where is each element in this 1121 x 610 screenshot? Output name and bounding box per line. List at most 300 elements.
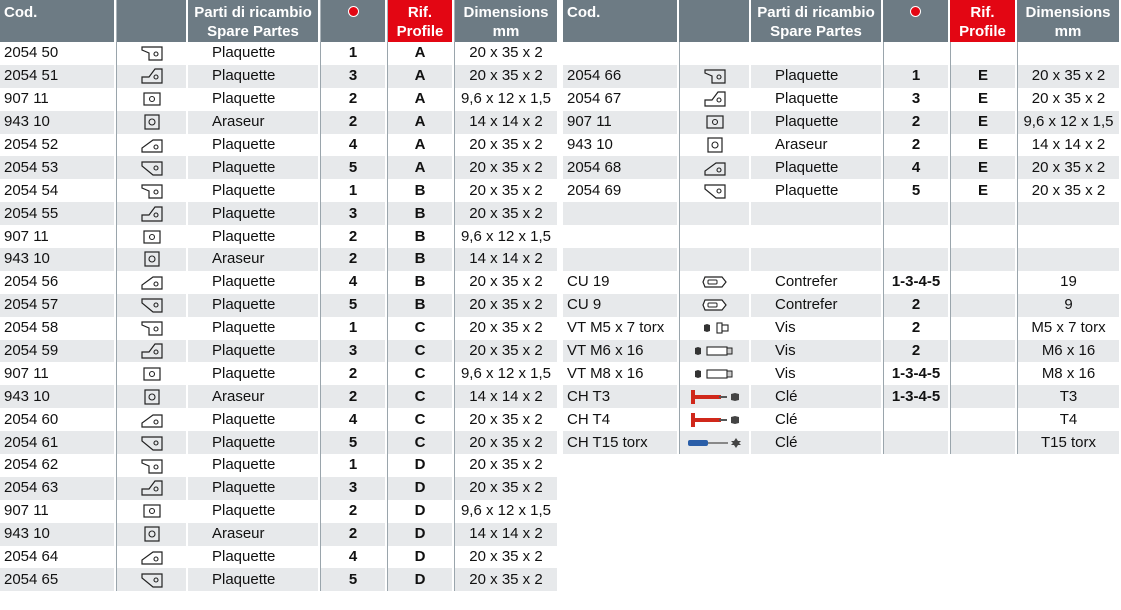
table-row — [0, 65, 559, 88]
part-quantity: 2 — [883, 134, 950, 157]
part-icon — [116, 477, 188, 500]
table-row — [0, 134, 559, 157]
part-dimensions — [1017, 248, 1121, 271]
part-code: 943 10 — [0, 385, 116, 408]
part-code: 2054 66 — [563, 65, 679, 88]
part-description: Clé — [751, 408, 883, 431]
plaquette-3-icon — [141, 67, 163, 84]
hex-key-icon — [689, 388, 741, 405]
part-description: Plaquette — [188, 408, 320, 431]
part-icon — [116, 340, 188, 363]
table-row — [0, 568, 559, 591]
part-dimensions: 20 x 35 x 2 — [454, 317, 559, 340]
part-quantity: 2 — [320, 500, 387, 523]
part-profile: E — [950, 179, 1017, 202]
part-quantity: 3 — [883, 88, 950, 111]
plaquette-2-icon — [143, 228, 161, 245]
part-icon — [116, 362, 188, 385]
part-profile: A — [387, 134, 454, 157]
part-profile: D — [387, 568, 454, 591]
table-row — [0, 179, 559, 202]
part-quantity: 2 — [883, 111, 950, 134]
hex-key-icon — [689, 411, 741, 428]
table-row — [0, 111, 559, 134]
part-icon — [116, 500, 188, 523]
part-description: Araseur — [188, 523, 320, 546]
contrefer-icon — [702, 273, 728, 290]
part-profile: B — [387, 271, 454, 294]
part-icon — [679, 408, 751, 431]
part-code: 2054 55 — [0, 202, 116, 225]
part-code — [563, 225, 679, 248]
header-parts-line2: Spare Partes — [207, 23, 299, 40]
part-quantity — [883, 408, 950, 431]
part-icon — [116, 156, 188, 179]
part-icon — [116, 294, 188, 317]
table-row — [0, 202, 559, 225]
part-dimensions: 20 x 35 x 2 — [454, 568, 559, 591]
table-row — [0, 225, 559, 248]
part-dimensions: M5 x 7 torx — [1017, 317, 1121, 340]
plaquette-3-icon — [141, 205, 163, 222]
part-dimensions: 14 x 14 x 2 — [1017, 134, 1121, 157]
part-icon — [116, 248, 188, 271]
part-icon — [679, 202, 751, 225]
header-dim-line2: mm — [492, 23, 520, 40]
part-code: 2054 62 — [0, 454, 116, 477]
part-icon — [116, 42, 188, 65]
part-quantity — [883, 42, 950, 65]
part-code: CU 9 — [563, 294, 679, 317]
part-profile — [950, 294, 1017, 317]
header-parts — [188, 0, 320, 42]
plaquette-5-icon — [141, 159, 163, 176]
part-dimensions: 20 x 35 x 2 — [1017, 65, 1121, 88]
part-profile: D — [387, 546, 454, 569]
part-profile — [950, 385, 1017, 408]
table-row — [0, 317, 559, 340]
part-description: Contrefer — [751, 294, 883, 317]
plaquette-1-icon — [704, 67, 726, 84]
header-rif-line2: Profile — [959, 23, 1006, 40]
part-code: 2054 54 — [0, 179, 116, 202]
part-profile: D — [387, 500, 454, 523]
table-row — [0, 294, 559, 317]
part-code: 2054 61 — [0, 431, 116, 454]
part-profile: B — [387, 225, 454, 248]
part-quantity: 3 — [320, 65, 387, 88]
part-code: 907 11 — [0, 500, 116, 523]
part-quantity: 4 — [320, 408, 387, 431]
part-icon — [679, 225, 751, 248]
part-code — [563, 248, 679, 271]
part-profile — [950, 248, 1017, 271]
part-dimensions: 9,6 x 12 x 1,5 — [1017, 111, 1121, 134]
part-description: Plaquette — [751, 88, 883, 111]
part-code: 2054 69 — [563, 179, 679, 202]
part-description: Vis — [751, 340, 883, 363]
part-description — [751, 248, 883, 271]
plaquette-2-icon — [706, 113, 724, 130]
table-row — [563, 317, 1121, 340]
part-quantity: 1-3-4-5 — [883, 271, 950, 294]
part-description: Clé — [751, 385, 883, 408]
part-icon — [679, 271, 751, 294]
header-dim-line1: Dimensions — [1025, 4, 1111, 21]
part-profile — [950, 431, 1017, 454]
part-profile: C — [387, 340, 454, 363]
part-icon — [679, 111, 751, 134]
part-quantity: 2 — [320, 248, 387, 271]
part-description: Araseur — [188, 111, 320, 134]
plaquette-5-icon — [141, 571, 163, 588]
part-code: 943 10 — [563, 134, 679, 157]
part-icon — [679, 248, 751, 271]
part-dimensions: 14 x 14 x 2 — [454, 523, 559, 546]
header-rif-line1: Rif. — [970, 4, 995, 21]
part-dimensions: 9,6 x 12 x 1,5 — [454, 88, 559, 111]
table-row — [563, 65, 1121, 88]
part-icon — [679, 179, 751, 202]
header-rif — [387, 0, 454, 42]
table-row — [0, 546, 559, 569]
part-quantity: 3 — [320, 477, 387, 500]
part-quantity: 1 — [320, 179, 387, 202]
table-row — [563, 408, 1121, 431]
screw-torx-icon — [700, 319, 730, 336]
part-code: 2054 63 — [0, 477, 116, 500]
part-icon — [679, 431, 751, 454]
part-code: 2054 67 — [563, 88, 679, 111]
part-code: CH T3 — [563, 385, 679, 408]
part-quantity: 1 — [883, 65, 950, 88]
table-row — [563, 431, 1121, 454]
header-parts-line1: Parti di ricambio — [194, 4, 312, 21]
part-icon — [116, 523, 188, 546]
header-qty — [320, 0, 387, 42]
table-row — [563, 271, 1121, 294]
screw-long-icon — [692, 365, 738, 382]
header-qty — [883, 0, 950, 42]
part-code: 2054 57 — [0, 294, 116, 317]
part-dimensions: 20 x 35 x 2 — [454, 156, 559, 179]
part-profile — [950, 42, 1017, 65]
part-description: Plaquette — [188, 202, 320, 225]
plaquette-3-icon — [141, 342, 163, 359]
part-profile: B — [387, 248, 454, 271]
part-icon — [116, 271, 188, 294]
part-quantity: 2 — [320, 385, 387, 408]
part-icon — [116, 385, 188, 408]
part-dimensions — [1017, 202, 1121, 225]
part-profile — [950, 271, 1017, 294]
part-icon — [116, 65, 188, 88]
part-description: Plaquette — [188, 546, 320, 569]
part-description — [751, 42, 883, 65]
part-description: Plaquette — [188, 134, 320, 157]
part-dimensions: 9,6 x 12 x 1,5 — [454, 225, 559, 248]
red-dot-icon — [348, 6, 359, 17]
part-description: Plaquette — [188, 271, 320, 294]
part-code — [563, 42, 679, 65]
header-cod: Cod. — [0, 0, 116, 42]
part-code: 943 10 — [0, 248, 116, 271]
part-profile — [950, 225, 1017, 248]
part-icon — [116, 88, 188, 111]
table-row — [563, 179, 1121, 202]
part-description: Plaquette — [188, 362, 320, 385]
part-dimensions: 20 x 35 x 2 — [454, 340, 559, 363]
table-header — [563, 0, 1121, 42]
part-icon — [679, 362, 751, 385]
table-row — [0, 523, 559, 546]
part-profile: D — [387, 523, 454, 546]
table-row — [0, 408, 559, 431]
part-dimensions: T3 — [1017, 385, 1121, 408]
part-dimensions: 20 x 35 x 2 — [454, 431, 559, 454]
header-dim-line2: mm — [1054, 23, 1082, 40]
part-dimensions: 20 x 35 x 2 — [454, 454, 559, 477]
part-quantity: 2 — [883, 340, 950, 363]
part-quantity — [883, 248, 950, 271]
plaquette-4-icon — [141, 136, 163, 153]
table-header — [0, 0, 559, 42]
part-description: Plaquette — [188, 454, 320, 477]
part-dimensions: 20 x 35 x 2 — [1017, 88, 1121, 111]
part-icon — [679, 134, 751, 157]
araseur-icon — [707, 136, 723, 153]
araseur-icon — [144, 388, 160, 405]
plaquette-2-icon — [143, 502, 161, 519]
part-quantity: 5 — [883, 179, 950, 202]
part-icon — [116, 111, 188, 134]
part-icon — [679, 317, 751, 340]
part-description: Vis — [751, 317, 883, 340]
part-code: 2054 65 — [0, 568, 116, 591]
part-profile: C — [387, 408, 454, 431]
part-dimensions: 14 x 14 x 2 — [454, 385, 559, 408]
part-profile: B — [387, 294, 454, 317]
header-parts — [751, 0, 883, 42]
table-row — [563, 340, 1121, 363]
part-profile: C — [387, 317, 454, 340]
part-description: Clé — [751, 431, 883, 454]
header-rif-line1: Rif. — [407, 4, 433, 21]
part-description: Plaquette — [188, 317, 320, 340]
part-profile — [950, 317, 1017, 340]
part-profile: A — [387, 65, 454, 88]
part-profile: E — [950, 134, 1017, 157]
part-code: CH T4 — [563, 408, 679, 431]
part-profile: E — [950, 65, 1017, 88]
part-code: 943 10 — [0, 111, 116, 134]
part-description: Plaquette — [188, 225, 320, 248]
plaquette-5-icon — [141, 296, 163, 313]
part-dimensions: 9 — [1017, 294, 1121, 317]
part-dimensions: 20 x 35 x 2 — [454, 179, 559, 202]
part-code: 907 11 — [0, 225, 116, 248]
header-cod: Cod. — [563, 0, 679, 42]
part-quantity: 3 — [320, 340, 387, 363]
plaquette-1-icon — [141, 319, 163, 336]
part-description — [751, 202, 883, 225]
plaquette-2-icon — [143, 90, 161, 107]
part-profile — [950, 340, 1017, 363]
part-dimensions: 20 x 35 x 2 — [454, 477, 559, 500]
header-parts-line2: Spare Partes — [770, 23, 862, 40]
table-row — [563, 385, 1121, 408]
part-icon — [116, 179, 188, 202]
header-dim — [1017, 0, 1121, 42]
part-code: VT M8 x 16 — [563, 362, 679, 385]
part-description: Plaquette — [188, 65, 320, 88]
part-code: VT M5 x 7 torx — [563, 317, 679, 340]
part-icon — [679, 156, 751, 179]
part-quantity: 2 — [320, 523, 387, 546]
part-code: 2054 56 — [0, 271, 116, 294]
part-code: 943 10 — [0, 523, 116, 546]
part-profile: C — [387, 362, 454, 385]
part-dimensions — [1017, 42, 1121, 65]
part-profile: D — [387, 477, 454, 500]
part-quantity: 1 — [320, 454, 387, 477]
part-quantity: 1 — [320, 317, 387, 340]
part-code: CH T15 torx — [563, 431, 679, 454]
part-description: Plaquette — [751, 111, 883, 134]
araseur-icon — [144, 250, 160, 267]
part-dimensions: 20 x 35 x 2 — [454, 42, 559, 65]
part-icon — [116, 317, 188, 340]
table-row — [0, 362, 559, 385]
part-dimensions: 9,6 x 12 x 1,5 — [454, 362, 559, 385]
table-row — [563, 294, 1121, 317]
table-row — [0, 271, 559, 294]
table-row — [563, 42, 1121, 65]
part-dimensions: M6 x 16 — [1017, 340, 1121, 363]
part-profile: A — [387, 42, 454, 65]
plaquette-5-icon — [141, 434, 163, 451]
part-description: Plaquette — [188, 477, 320, 500]
part-code: CU 19 — [563, 271, 679, 294]
part-code: 2054 59 — [0, 340, 116, 363]
part-dimensions — [1017, 225, 1121, 248]
part-dimensions: 20 x 35 x 2 — [454, 271, 559, 294]
part-description: Plaquette — [188, 431, 320, 454]
part-quantity: 2 — [320, 111, 387, 134]
part-dimensions: T4 — [1017, 408, 1121, 431]
part-description: Contrefer — [751, 271, 883, 294]
part-profile: C — [387, 385, 454, 408]
table-row — [0, 431, 559, 454]
part-icon — [116, 202, 188, 225]
plaquette-1-icon — [141, 44, 163, 61]
part-code: 2054 60 — [0, 408, 116, 431]
header-icon-col — [679, 0, 751, 42]
part-icon — [679, 88, 751, 111]
part-dimensions: 14 x 14 x 2 — [454, 248, 559, 271]
part-quantity: 2 — [883, 317, 950, 340]
plaquette-4-icon — [141, 548, 163, 565]
plaquette-5-icon — [704, 182, 726, 199]
table-row — [0, 340, 559, 363]
contrefer-icon — [702, 296, 728, 313]
part-code: 2054 58 — [0, 317, 116, 340]
header-rif-line2: Profile — [396, 23, 444, 40]
table-row — [0, 500, 559, 523]
table-row — [0, 248, 559, 271]
part-icon — [116, 546, 188, 569]
part-description: Plaquette — [751, 65, 883, 88]
part-dimensions: M8 x 16 — [1017, 362, 1121, 385]
table-row — [0, 42, 559, 65]
torx-screwdriver-icon — [687, 434, 743, 451]
part-description: Plaquette — [188, 340, 320, 363]
araseur-icon — [144, 113, 160, 130]
part-code: 2054 68 — [563, 156, 679, 179]
plaquette-3-icon — [704, 90, 726, 107]
part-dimensions: 20 x 35 x 2 — [454, 202, 559, 225]
part-code: 2054 51 — [0, 65, 116, 88]
part-dimensions: 9,6 x 12 x 1,5 — [454, 500, 559, 523]
part-code: 2054 53 — [0, 156, 116, 179]
part-icon — [116, 225, 188, 248]
part-quantity: 4 — [883, 156, 950, 179]
part-icon — [679, 294, 751, 317]
part-quantity: 3 — [320, 202, 387, 225]
part-profile: A — [387, 156, 454, 179]
header-icon-col — [116, 0, 188, 42]
part-quantity: 2 — [883, 294, 950, 317]
part-code: 2054 50 — [0, 42, 116, 65]
part-description: Araseur — [751, 134, 883, 157]
part-description: Plaquette — [188, 42, 320, 65]
part-profile — [950, 202, 1017, 225]
part-code: 907 11 — [0, 362, 116, 385]
part-description — [751, 225, 883, 248]
part-quantity: 4 — [320, 134, 387, 157]
part-profile: E — [950, 88, 1017, 111]
header-rif — [950, 0, 1017, 42]
table-row — [563, 156, 1121, 179]
part-quantity: 5 — [320, 156, 387, 179]
part-code: 2054 64 — [0, 546, 116, 569]
araseur-icon — [144, 525, 160, 542]
header-dim-line1: Dimensions — [463, 4, 549, 21]
table-row — [0, 454, 559, 477]
part-quantity: 1-3-4-5 — [883, 385, 950, 408]
part-quantity: 5 — [320, 294, 387, 317]
part-quantity — [883, 202, 950, 225]
part-icon — [116, 568, 188, 591]
plaquette-3-icon — [141, 479, 163, 496]
part-description: Plaquette — [188, 294, 320, 317]
part-icon — [679, 65, 751, 88]
part-description: Plaquette — [188, 179, 320, 202]
part-code: VT M6 x 16 — [563, 340, 679, 363]
part-description: Araseur — [188, 385, 320, 408]
table-row — [563, 88, 1121, 111]
part-icon — [116, 454, 188, 477]
table-row — [0, 88, 559, 111]
part-code: 907 11 — [0, 88, 116, 111]
plaquette-4-icon — [704, 159, 726, 176]
table-row — [0, 385, 559, 408]
part-description: Plaquette — [188, 568, 320, 591]
part-profile: E — [950, 156, 1017, 179]
table-row — [563, 248, 1121, 271]
part-quantity: 4 — [320, 271, 387, 294]
part-profile: C — [387, 431, 454, 454]
